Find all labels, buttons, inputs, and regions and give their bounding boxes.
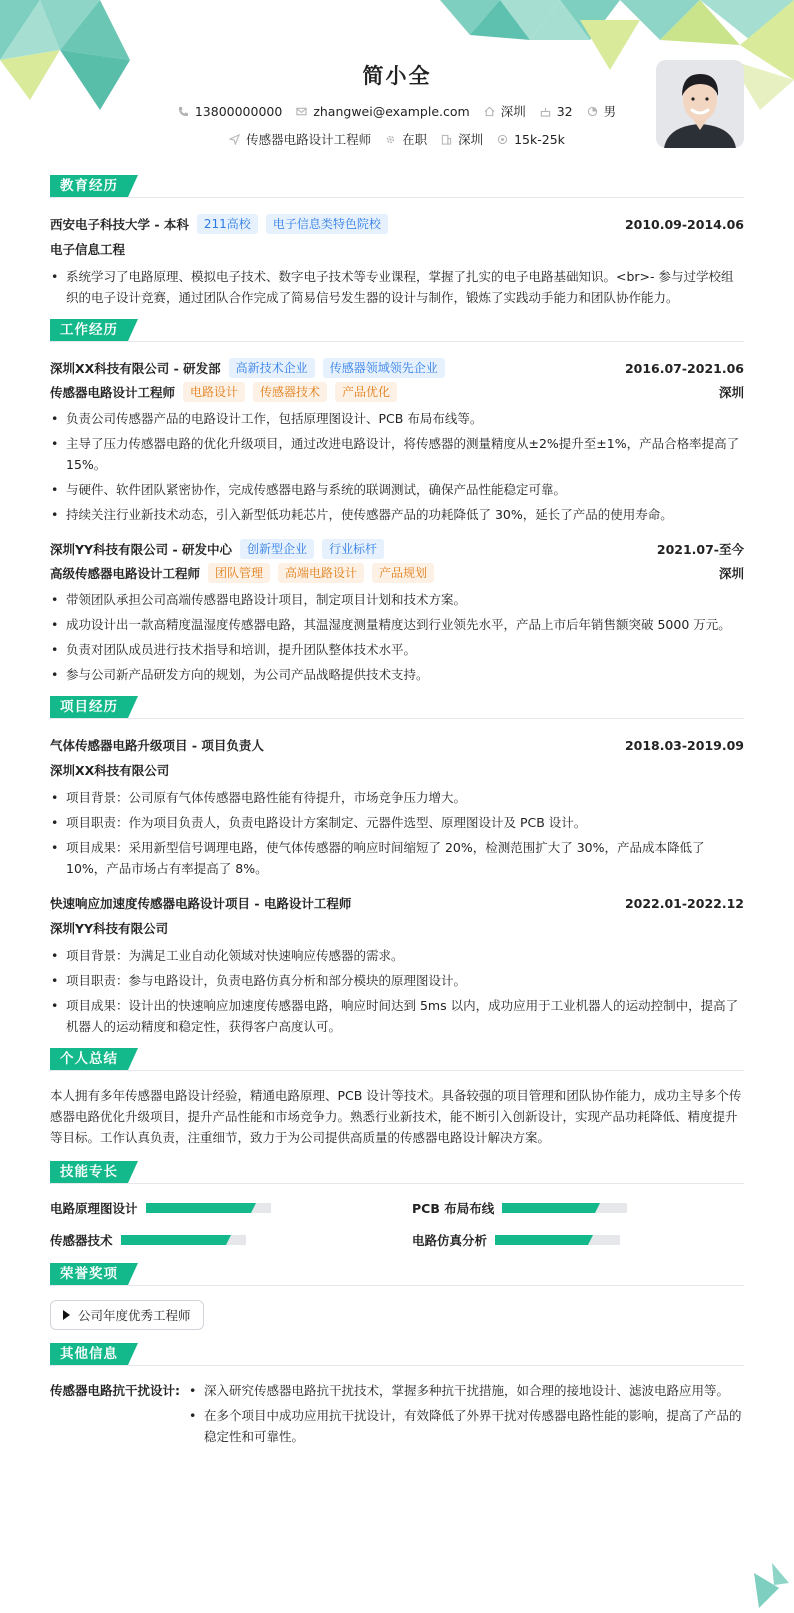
gender-text: 男	[603, 104, 617, 119]
work-bullet: • 成功设计出一款高精度温湿度传感器电路，其温湿度测量精度达到行业领先水平，产品上市后年销售额突破 5000 万元。	[50, 614, 744, 635]
age-info	[540, 102, 573, 120]
project-company: 深圳YY科技有限公司	[50, 921, 169, 936]
position-tag: 产品规划	[372, 563, 434, 583]
work-bullet: • 参与公司新产品研发方向的规划，为公司产品战略提供技术支持。	[50, 664, 744, 685]
salary-text: 15k-25k	[514, 131, 565, 147]
project-entry	[50, 891, 744, 1037]
school-tag: 211高校	[197, 214, 258, 234]
other-section	[50, 1344, 744, 1451]
skill-level-fill	[121, 1235, 226, 1245]
skill-level-fill	[502, 1203, 595, 1213]
summary-text: 本人拥有多年传感器电路设计经验，精通电路原理、PCB 设计等技术。具备较强的项目管理和团队协作能力，成功主导多个传感器电路优化升级项目，提升产品性能和市场竞争力。熟悉行业新技术，能不断引入创新设计，实现产品功耗降低、精度提升等目标。工作认真负责，注重细节，致力于为公司提供高质量的传感器电路设计解决方案。	[50, 1088, 742, 1145]
work-entry	[50, 356, 744, 525]
cake-icon	[540, 106, 551, 117]
education-bullet: • 系统学习了电路原理、模拟电子技术、数字电子技术等专业课程，掌握了扎实的电子电路基础知识。<br>- 参与过学校组织的电子设计竞赛，通过团队合作完成了简易信号发生器的设计与制作，锻炼了实践动手能力和团队协作能力。	[50, 266, 744, 308]
major: 电子信息工程	[50, 242, 126, 257]
work-section	[50, 320, 744, 685]
mail-icon	[296, 106, 307, 117]
project-bullet: • 项目职责：作为项目负责人，负责电路设计方案制定、元器件选型、原理图设计及 PCB 设计。	[50, 812, 744, 833]
city-info	[441, 130, 483, 148]
work-bullet: • 负责公司传感器产品的电路设计工作，包括原理图设计、PCB 布局布线等。	[50, 408, 744, 429]
skill-level-bar	[121, 1235, 246, 1245]
skill-level-fill	[495, 1235, 588, 1245]
project-bullet: • 项目成果：采用新型信号调理电路，使气体传感器的响应时间缩短了 20%，检测范围扩大了 30%，产品成本降低了 10%，产品市场占有率提高了 8%。	[50, 837, 744, 879]
section-title: 教育经历	[50, 175, 128, 197]
section-title: 技能专长	[50, 1161, 128, 1183]
work-header	[50, 320, 744, 342]
other-label: 传感器电路抗干扰设计:	[50, 1383, 180, 1398]
section-title: 其他信息	[50, 1343, 128, 1365]
skills-header	[50, 1162, 744, 1184]
job-title-info	[229, 130, 371, 148]
age-text: 32	[556, 103, 573, 119]
work-location: 深圳	[718, 385, 744, 400]
status-text: 在职	[402, 132, 428, 147]
project-bullet: • 项目背景：公司原有气体传感器电路性能有待提升，市场竞争压力增大。	[50, 787, 744, 808]
section-title: 荣誉奖项	[50, 1263, 128, 1285]
gender-info	[587, 102, 617, 120]
skill-name: 传感器技术	[50, 1233, 113, 1248]
gear-icon	[385, 134, 396, 145]
project-name: 气体传感器电路升级项目 - 项目负责人	[50, 738, 264, 753]
section-title: 工作经历	[50, 319, 128, 341]
position-tag: 电路设计	[183, 382, 245, 402]
candidate-name: 简小全	[362, 64, 432, 88]
work-bullet: • 与硬件、软件团队紧密协作，完成传感器电路与系统的联调测试，确保产品性能稳定可靠。	[50, 479, 744, 500]
school-tag: 电子信息类特色院校	[266, 214, 388, 234]
education-date: 2010.09-2014.06	[624, 216, 744, 232]
position-tag: 团队管理	[208, 563, 270, 583]
position-tag: 产品优化	[335, 382, 397, 402]
work-date: 2021.07-至今	[656, 542, 744, 557]
skills-section	[50, 1162, 744, 1250]
other-header	[50, 1344, 744, 1366]
other-entry	[50, 1380, 744, 1451]
section-title: 项目经历	[50, 696, 128, 718]
school-name: 西安电子科技大学 - 本科	[50, 217, 189, 232]
phone-info	[178, 102, 282, 120]
building-icon	[441, 134, 452, 145]
company-name: 深圳XX科技有限公司 - 研发部	[50, 361, 221, 376]
send-icon	[229, 134, 240, 145]
award-item	[50, 1300, 204, 1330]
gender-icon	[587, 106, 598, 117]
position-name: 高级传感器电路设计工程师	[50, 566, 201, 581]
company-tag: 行业标杆	[322, 539, 384, 559]
skill-name: 电路原理图设计	[50, 1201, 138, 1216]
email-text: zhangwei@example.com	[313, 103, 470, 119]
skills-grid	[50, 1198, 744, 1250]
project-bullet: • 项目背景：为满足工业自动化领域对快速响应传感器的需求。	[50, 945, 744, 966]
company-tag: 传感器领域领先企业	[323, 358, 445, 378]
skill-item	[50, 1230, 382, 1250]
other-bullet: • 深入研究传感器电路抗干扰技术，掌握多种抗干扰措施，如合理的接地设计、滤波电路应用等。	[188, 1380, 744, 1401]
skill-item	[412, 1198, 744, 1218]
phone-text: 13800000000	[194, 103, 283, 119]
home-icon	[484, 106, 495, 117]
work-entry	[50, 537, 744, 685]
work-bullet: • 带领团队承担公司高端传感器电路设计项目，制定项目计划和技术方案。	[50, 589, 744, 610]
phone-icon	[178, 106, 189, 117]
project-company: 深圳XX科技有限公司	[50, 763, 170, 778]
company-name: 深圳YY科技有限公司 - 研发中心	[50, 542, 232, 557]
education-entry	[50, 212, 744, 308]
project-date: 2022.01-2022.12	[624, 895, 744, 911]
skill-level-fill	[146, 1203, 251, 1213]
project-name: 快速响应加速度传感器电路设计项目 - 电路设计工程师	[50, 896, 352, 911]
project-bullet: • 项目成果：设计出的快速响应加速度传感器电路，响应时间达到 5ms 以内，成功应用于工业机器人的运动控制中，提高了机器人的运动精度和稳定性，获得客户高度认可。	[50, 995, 744, 1037]
work-bullet: • 持续关注行业新技术动态，引入新型低功耗芯片，使传感器产品的功耗降低了 30%，延长了产品的使用寿命。	[50, 504, 744, 525]
resume-header	[50, 0, 744, 168]
summary-header	[50, 1049, 744, 1071]
avatar-photo	[656, 60, 744, 148]
skill-level-bar	[502, 1203, 627, 1213]
honors-section	[50, 1264, 744, 1330]
work-date: 2016.07-2021.06	[624, 360, 744, 376]
play-icon	[63, 1310, 70, 1320]
skill-item	[50, 1198, 382, 1218]
project-entry	[50, 733, 744, 879]
award-name: 公司年度优秀工程师	[78, 1308, 191, 1323]
skill-level-bar	[146, 1203, 271, 1213]
position-name: 传感器电路设计工程师	[50, 385, 176, 400]
education-header	[50, 176, 744, 198]
summary-section	[50, 1049, 744, 1148]
hometown-info	[484, 102, 526, 120]
job-title-text: 传感器电路设计工程师	[246, 132, 372, 147]
work-location: 深圳	[718, 566, 744, 581]
coin-icon	[497, 134, 508, 145]
email-info	[296, 102, 469, 120]
project-date: 2018.03-2019.09	[624, 737, 744, 753]
skill-level-bar	[495, 1235, 620, 1245]
city-text: 深圳	[458, 132, 484, 147]
projects-header	[50, 697, 744, 719]
skill-item	[412, 1230, 744, 1250]
company-tag: 创新型企业	[240, 539, 314, 559]
honors-header	[50, 1264, 744, 1286]
company-tag: 高新技术企业	[229, 358, 315, 378]
projects-section	[50, 697, 744, 1037]
salary-info	[497, 130, 565, 148]
position-tag: 高端电路设计	[278, 563, 364, 583]
position-tag: 传感器技术	[253, 382, 327, 402]
footer-decoration	[734, 1553, 794, 1613]
contact-row	[50, 102, 744, 120]
hometown-text: 深圳	[500, 104, 526, 119]
education-section	[50, 176, 744, 308]
skill-name: 电路仿真分析	[412, 1233, 488, 1248]
project-bullet: • 项目职责：参与电路设计，负责电路仿真分析和部分模块的原理图设计。	[50, 970, 744, 991]
status-info	[385, 130, 427, 148]
skill-name: PCB 布局布线	[412, 1201, 495, 1216]
other-bullet: • 在多个项目中成功应用抗干扰设计，有效降低了外界干扰对传感器电路性能的影响，提高了产品的稳定性和可靠性。	[188, 1405, 744, 1447]
work-bullet: • 负责对团队成员进行技术指导和培训，提升团队整体技术水平。	[50, 639, 744, 660]
job-intent-row	[50, 130, 744, 148]
section-title: 个人总结	[50, 1048, 128, 1070]
work-bullet: • 主导了压力传感器电路的优化升级项目，通过改进电路设计，将传感器的测量精度从±2%提升至±1%，产品合格率提高了15%。	[50, 433, 744, 475]
